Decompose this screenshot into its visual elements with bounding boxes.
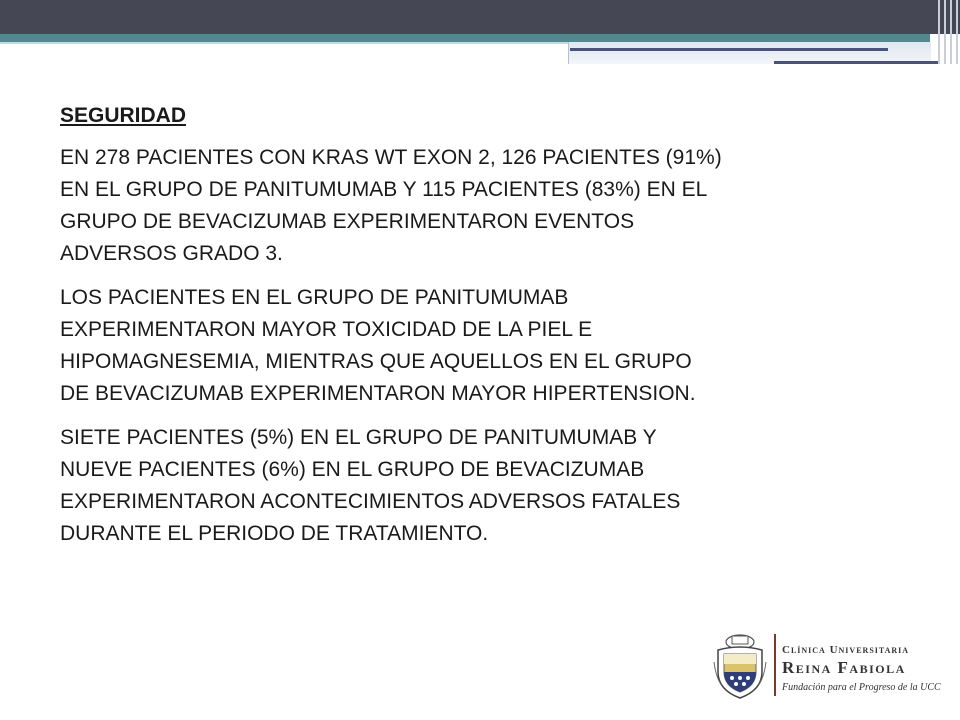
slide-content [60, 100, 900, 562]
logo-clinic-label: Clínica Universitaria [782, 644, 910, 656]
navy-accent-line-lower [774, 61, 940, 64]
navy-accent-line-upper [570, 48, 888, 51]
teal-accent-band [0, 34, 930, 42]
logo-divider [774, 634, 776, 696]
paragraph-3: SIETE PACIENTES (5%) EN EL GRUPO DE PANITUMUMAB Y NUEVE PACIENTES (6%) EN EL GRUPO DE BEVACIZUMAB EXPERIMENTARON ACONTECIMIENTOS ADVERSOS FATALES DURANTE EL PERIODO DE TRATAMIENTO. [60, 426, 681, 545]
light-accent-line [0, 42, 570, 44]
right-edge-stripes [930, 0, 960, 64]
clinic-logo [712, 630, 942, 704]
paragraph-1: EN 278 PACIENTES CON KRAS WT EXON 2, 126 PACIENTES (91%) EN EL GRUPO DE PANITUMUMAB Y 115 PACIENTES (83%) EN EL GRUPO DE BEVACIZUMAB EXPERIMENTARON EVENTOS ADVERSOS GRADO 3. [60, 146, 722, 265]
slide-heading: SEGURIDAD [60, 104, 187, 127]
university-crest-icon [712, 632, 768, 700]
paragraph-2: LOS PACIENTES EN EL GRUPO DE PANITUMUMAB EXPERIMENTARON MAYOR TOXICIDAD DE LA PIEL E HIPOMAGNESEMIA, MIENTRAS QUE AQUELLOS EN EL GRUPO DE BEVACIZUMAB EXPERIMENTARON MAYOR HIPERTENSION. [60, 286, 696, 405]
top-header-bar [0, 0, 960, 34]
logo-clinic-name: Reina Fabiola [782, 658, 906, 677]
logo-foundation-tagline: Fundación para el Progreso de la UCC [782, 682, 941, 693]
